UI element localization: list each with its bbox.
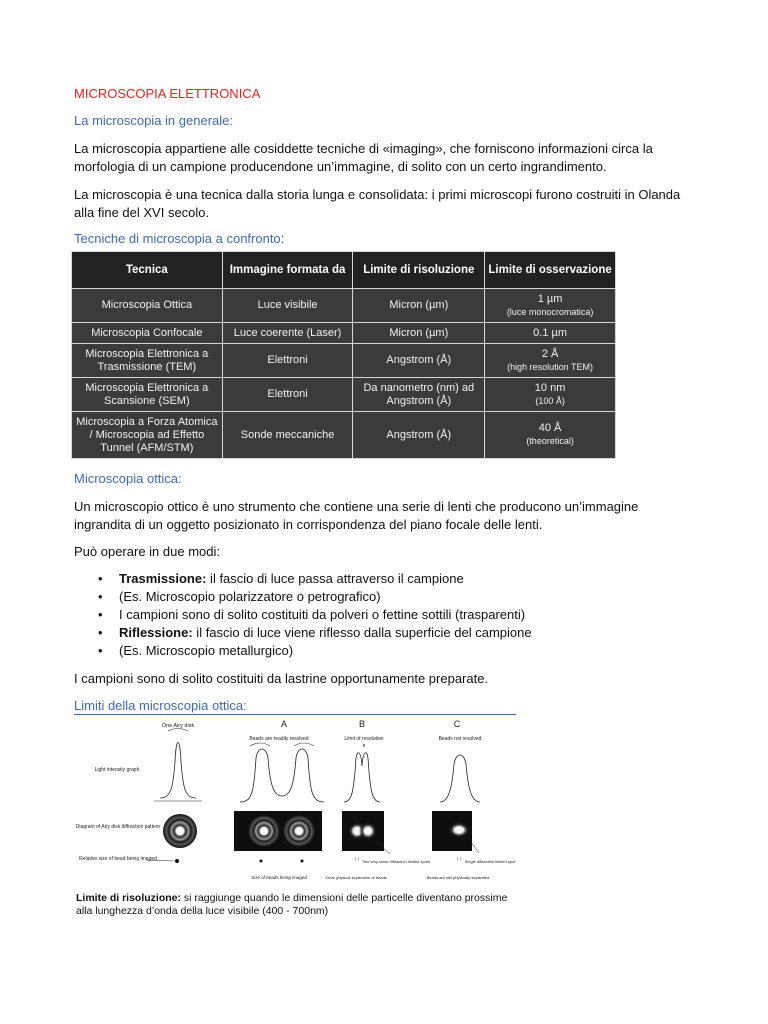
list-item — [74, 588, 532, 606]
airy-disk-image — [248, 815, 280, 847]
label-b-bottom-2: Two very close diffraction limited spots — [361, 859, 431, 864]
bullet-icon: • — [98, 625, 103, 640]
intensity-curve — [440, 755, 480, 802]
list-item-text: (Es. Microscopio metallurgico) — [119, 643, 294, 658]
cell-osservazione-note: (luce monocromatica) — [506, 306, 594, 317]
list-item — [74, 570, 532, 588]
table-row — [72, 344, 616, 378]
bullet-icon: • — [98, 589, 103, 604]
cell-tecnica: Microscopia Elettronica a Trasmissione (TEM) — [72, 344, 223, 378]
cell-immagine: Luce coerente (Laser) — [222, 323, 353, 344]
paragraph-general-2: La microscopia è una tecnica dalla storia lunga e consolidata: i primi microscopi furono costruiti in Olanda alla fine del XVI secolo. — [74, 187, 681, 220]
bullet-icon: • — [98, 571, 103, 586]
paragraph-optical-1: Un microscopio ottico è uno strumento che contiene una serie di lenti che producono un’immagine ingrandita di un oggetto posizionato in corrispondenza del piano focale delle lenti. — [74, 499, 639, 532]
bullet-icon: • — [98, 607, 103, 622]
list-item — [74, 606, 532, 624]
cell-osservazione-note: (100 Å) — [535, 395, 565, 406]
list-item — [74, 642, 532, 660]
cell-osservazione-value: 40 Å — [538, 422, 562, 434]
column-a-label: A — [280, 719, 288, 729]
cell-osservazione — [485, 289, 616, 323]
diffraction-spot — [448, 822, 470, 838]
comparison-table — [71, 251, 616, 459]
cell-tecnica: Microscopia Elettronica a Scansione (SEM) — [72, 378, 223, 412]
list-item-bold: Riflessione: — [119, 625, 193, 640]
cell-immagine: Luce visibile — [222, 289, 353, 323]
cell-osservazione — [485, 412, 616, 459]
label-diagram-airy: Diagram of Airy disk diffraction pattern — [75, 824, 161, 830]
diffraction-spot — [359, 822, 377, 840]
modes-list — [74, 570, 532, 660]
bullet-icon: • — [98, 643, 103, 658]
cell-osservazione-value: 1 µm — [537, 292, 563, 305]
cell-immagine: Sonde meccaniche — [222, 412, 353, 459]
header-immagine: Immagine formata da — [222, 252, 353, 289]
resolution-figure — [74, 716, 518, 922]
list-item-text: il fascio di luce passa attraverso il campione — [206, 571, 464, 586]
arrow-up-icon: ↑↑ — [456, 857, 462, 863]
cell-risoluzione: Angstrom (Å) — [353, 412, 485, 459]
table-row — [72, 289, 616, 323]
cell-tecnica: Microscopia a Forza Atomica / Microscopia ad Effetto Tunnel (AFM/STM) — [72, 412, 223, 459]
cell-osservazione-note: (theoretical) — [526, 436, 574, 446]
label-a-top: Beads are readily resolved — [249, 736, 309, 742]
cell-osservazione-value: 2 Å — [541, 347, 559, 360]
table-row — [72, 412, 616, 459]
page-title: MICROSCOPIA ELETTRONICA — [74, 86, 261, 101]
label-c-bottom-1: Beads are still physically separated — [426, 875, 490, 880]
label-c-top: Beads not resolved — [438, 736, 482, 742]
header-risoluzione: Limite di risoluzione — [353, 252, 485, 289]
label-light-intensity: Light intensity graph — [94, 767, 140, 773]
list-item-text: il fascio di luce viene riflesso dalla superficie del campione — [192, 625, 532, 640]
heading-limits: Limiti della microscopia ottica: — [74, 698, 247, 713]
cell-risoluzione: Angstrom (Å) — [353, 344, 485, 378]
cell-tecnica: Microscopia Ottica — [72, 289, 223, 323]
cell-osservazione — [485, 323, 616, 344]
arrow-up-icon: ↑↑ — [354, 857, 360, 863]
cell-risoluzione: Micron (µm) — [353, 323, 485, 344]
caption-text: si raggiunge quando le dimensioni delle particelle diventano prossime alla lunghezza d’onda della luce visibile (400 - 700nm) — [76, 892, 508, 917]
label-b-top: Limit of resolution — [344, 736, 384, 742]
heading-underline — [74, 714, 516, 715]
column-b-label: B — [358, 719, 366, 729]
paragraph-modes-intro: Può operare in due modi: — [74, 544, 220, 559]
column-c-label: C — [453, 719, 461, 729]
cell-osservazione-value: 0.1 µm — [533, 326, 568, 339]
cell-osservazione-value: 10 nm — [534, 381, 566, 394]
cell-osservazione — [485, 378, 616, 412]
cell-tecnica: Microscopia Confocale — [72, 323, 223, 344]
heading-optical: Microscopia ottica: — [74, 471, 182, 486]
intensity-curve — [240, 749, 324, 802]
cell-osservazione-note: (high resolution TEM) — [507, 361, 594, 372]
table-header-row — [72, 252, 616, 289]
bead-dot — [301, 860, 304, 863]
bead-dot — [175, 859, 179, 863]
heading-compare: Tecniche di microscopia a confronto: — [74, 231, 285, 246]
airy-disk-image — [283, 815, 315, 847]
list-item-text: (Es. Microscopio polarizzatore o petrografico) — [119, 589, 381, 604]
list-item-text: I campioni sono di solito costituiti da polveri o fettine sottili (trasparenti) — [119, 607, 526, 622]
cell-osservazione — [485, 344, 616, 378]
intensity-curve — [344, 753, 380, 802]
header-osservazione: Limite di osservazione — [485, 252, 616, 289]
figure-caption — [76, 892, 516, 918]
intensity-curve — [160, 743, 196, 799]
cell-risoluzione: Da nanometro (nm) ad Angstrom (Å) — [353, 378, 485, 412]
caption-bold: Limite di risoluzione: — [76, 892, 182, 904]
airy-disk-image — [163, 814, 197, 848]
cell-immagine: Elettroni — [222, 378, 353, 412]
label-one-airy: One Airy disk — [161, 723, 195, 729]
label-c-bottom-2: Single diffraction limited spot — [464, 859, 516, 864]
paragraph-general-1: La microscopia appartiene alle cosiddette tecniche di «imaging», che forniscono informazioni circa la morfologia di un campione producendone un’immagine, di solito con un certo ingrandimento. — [74, 141, 653, 174]
label-b-bottom-1: Clear physical separation of beads — [325, 875, 387, 880]
label-b-top-symbol: e — [362, 743, 366, 749]
bead-dot — [260, 860, 263, 863]
list-item — [74, 624, 532, 642]
paragraph-optical-2: I campioni sono di solito costituiti da lastrine opportunamente preparate. — [74, 671, 489, 686]
list-item-bold: Trasmissione: — [119, 571, 207, 586]
header-tecnica: Tecnica — [72, 252, 223, 289]
brace-icon — [250, 743, 314, 746]
label-a-bottom: Size of beads being imaged — [251, 875, 307, 880]
table-row — [72, 378, 616, 412]
heading-general: La microscopia in generale: — [74, 113, 233, 128]
label-relative-size: Relative size of bead being imaged — [79, 856, 157, 862]
cell-immagine: Elettroni — [222, 344, 353, 378]
table-row — [72, 323, 616, 344]
cell-risoluzione: Micron (µm) — [353, 289, 485, 323]
